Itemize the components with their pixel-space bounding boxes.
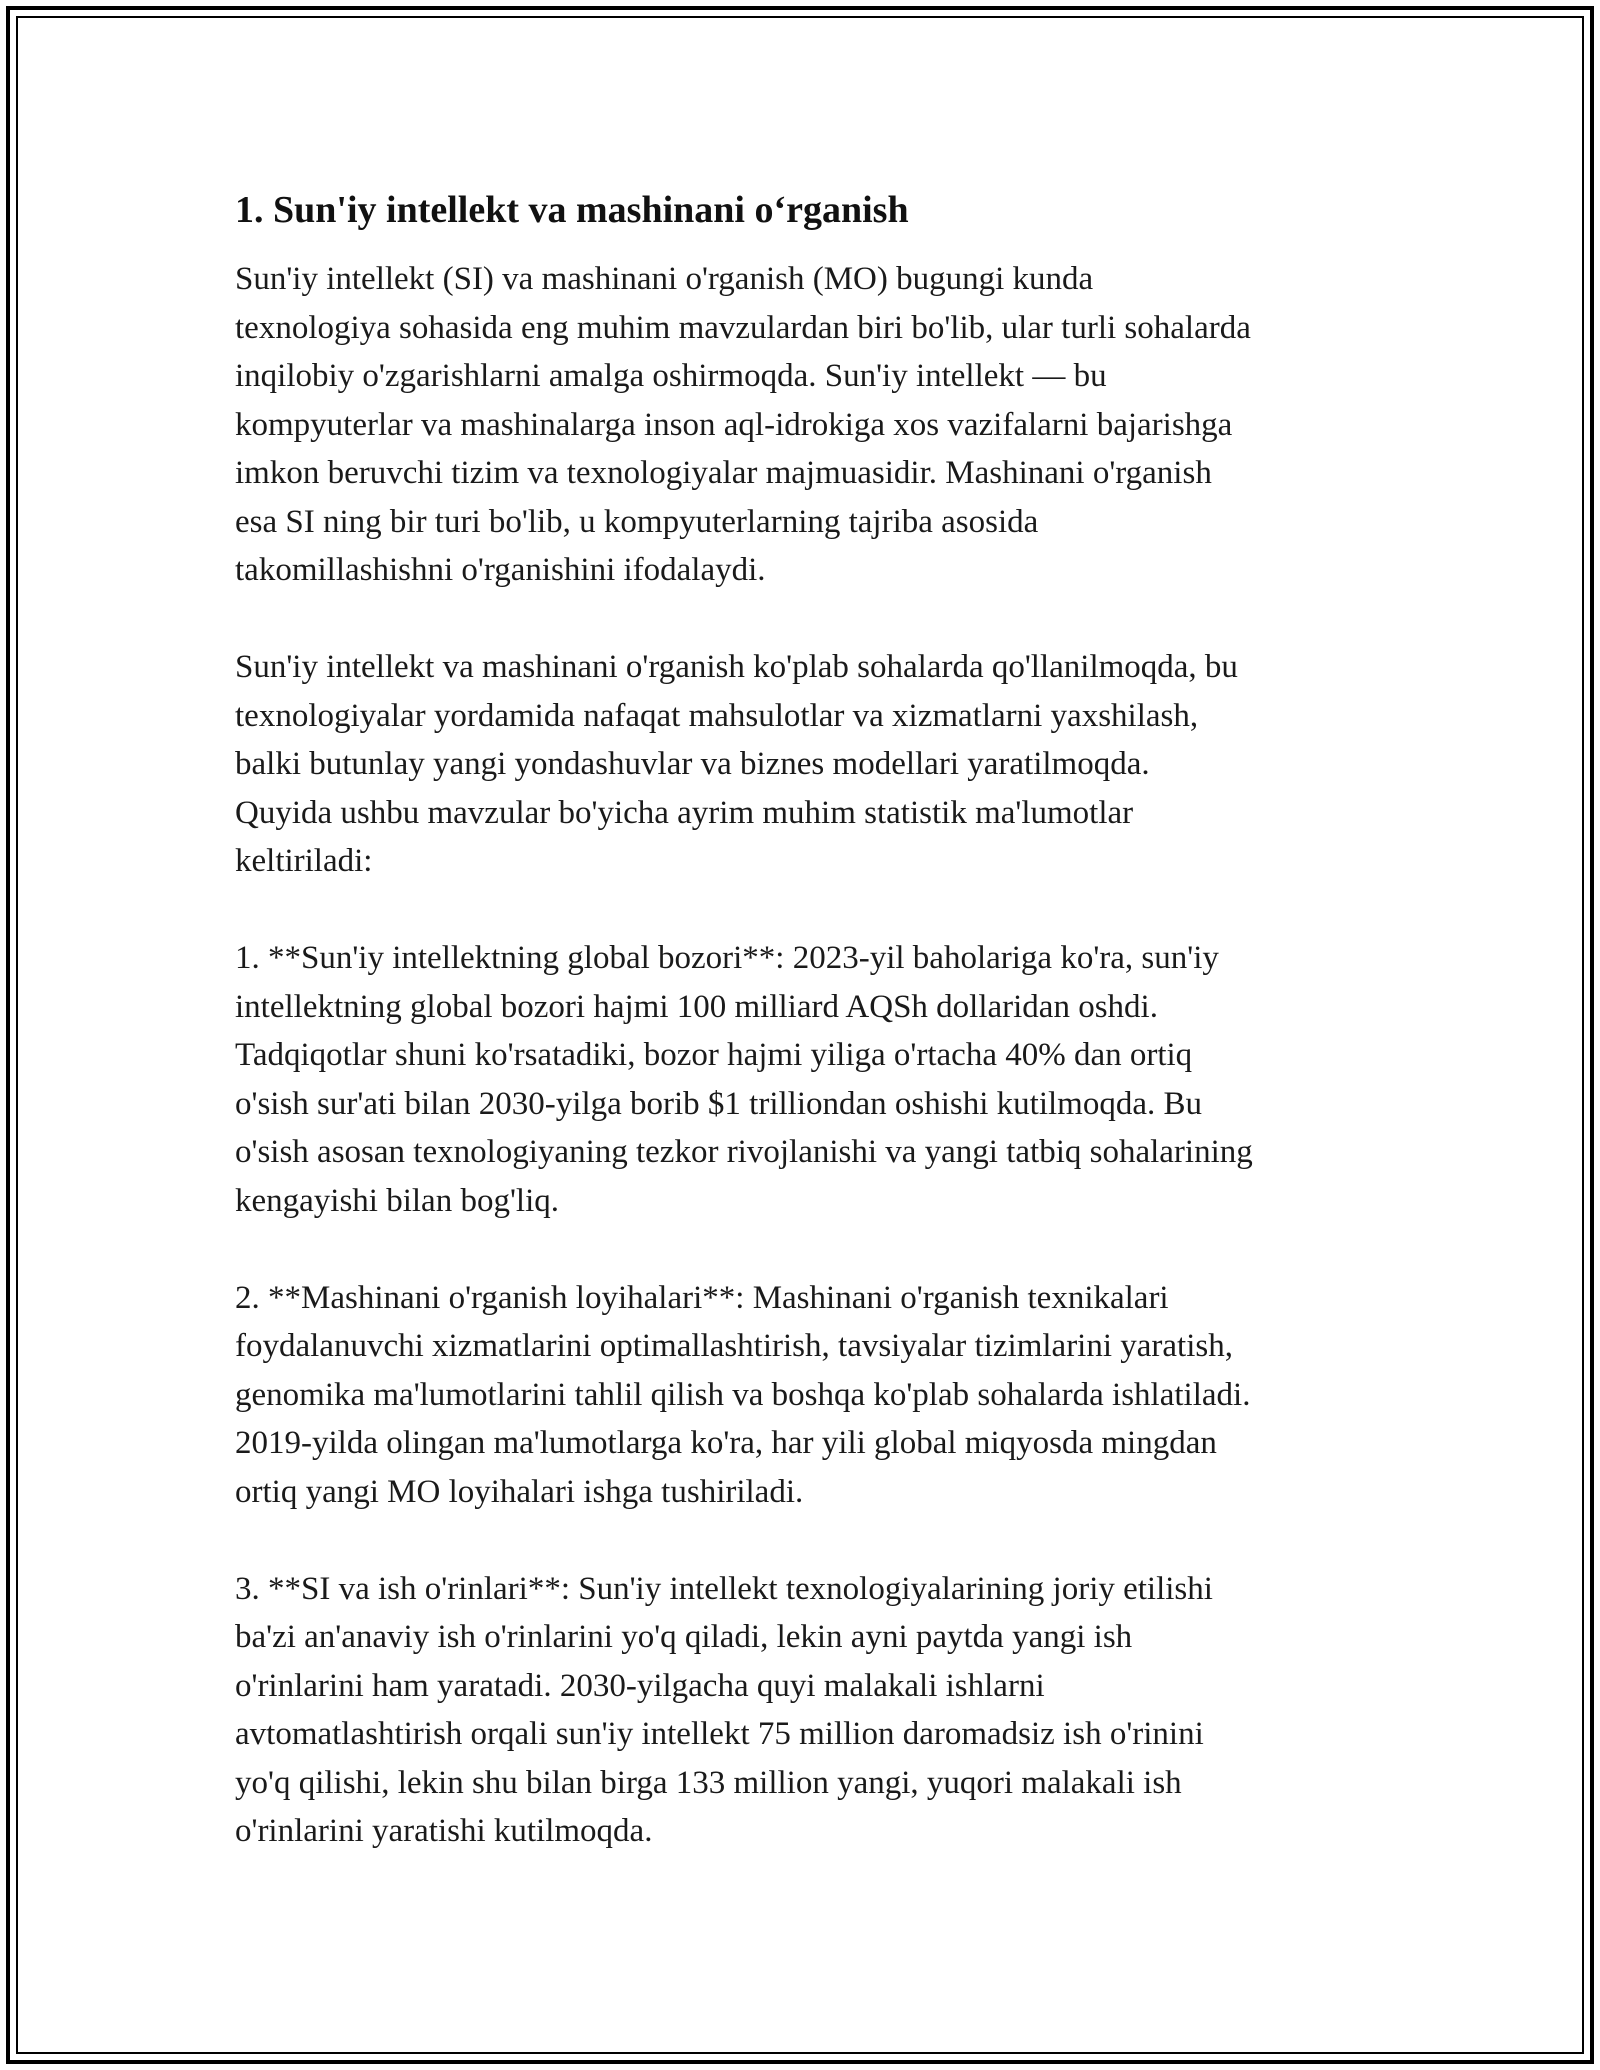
paragraph-applications: Sun'iy intellekt va mashinani o'rganish ko'plab sohalarda qo'llanilmoqda, bu texnologiyalar yordamida nafaqat mahsulotlar va xizmatlarni yaxshilash, balki butunlay yangi yondashuvlar va biznes modellari yaratilmoqda. Quyida ushbu mavzular bo'yicha ayrim muhim statistik ma'lumotlar keltiriladi:: [235, 649, 1238, 879]
list-item-global-market: 1. **Sun'iy intellektning global bozori**: 2023-yil baholariga ko'ra, sun'iy intellektning global bozori hajmi 100 milliard AQSh dollaridan oshdi. Tadqiqotlar shuni ko'rsatadiki, bozor hajmi yiliga o'rtacha 40% dan ortiq o'sish sur'ati bilan 2030-yilga borib $1 trilliondan oshishi kutilmoqda. Bu o'sish asosan texnologiyaning tezkor rivojlanishi va yangi tatbiq sohalarining kengayishi bilan bog'liq.: [235, 940, 1253, 1219]
section-heading: 1. Sun'iy intellekt va mashinani o‘rganish: [235, 189, 909, 231]
paragraph-intro: Sun'iy intellekt (SI) va mashinani o'rganish (MO) bugungi kunda texnologiya sohasida eng muhim mavzulardan biri bo'lib, ular turli sohalarda inqilobiy o'zgarishlarni amalga oshirmoqda. Sun'iy intellekt — bu kompyuterlar va mashinalarga inson aql-idrokiga xos vazifalarni bajarishga imkon beruvchi tizim va texnologiyalar majmuasidir. Mashinani o'rganish esa SI ning bir turi bo'lib, u kompyuterlarning tajriba asosida takomillashishni o'rganishini ifodalaydi.: [235, 261, 1251, 588]
list-item-ml-projects: 2. **Mashinani o'rganish loyihalari**: Mashinani o'rganish texnikalari foydalanuvchi xizmatlarini optimallashtirish, tavsiyalar tizimlarini yaratish, genomika ma'lumotlarini tahlil qilish va boshqa ko'plab sohalarda ishlatiladi. 2019-yilda olingan ma'lumotlarga ko'ra, har yili global miqyosda mingdan ortiq yangi MO loyihalari ishga tushiriladi.: [235, 1279, 1251, 1510]
document-body: [235, 185, 1385, 1856]
list-item-ai-jobs: 3. **SI va ish o'rinlari**: Sun'iy intellekt texnologiyalarining joriy etilishi ba'zi an'anaviy ish o'rinlarini yo'q qiladi, lekin ayni paytda yangi ish o'rinlarini ham yaratadi. 2030-yilgacha quyi malakali ishlarni avtomatlashtirish orqali sun'iy intellekt 75 million daromadsiz ish o'rinini yo'q qilishi, lekin shu bilan birga 133 million yangi, yuqori malakali ish o'rinlarini yaratishi kutilmoqda.: [235, 1570, 1213, 1849]
